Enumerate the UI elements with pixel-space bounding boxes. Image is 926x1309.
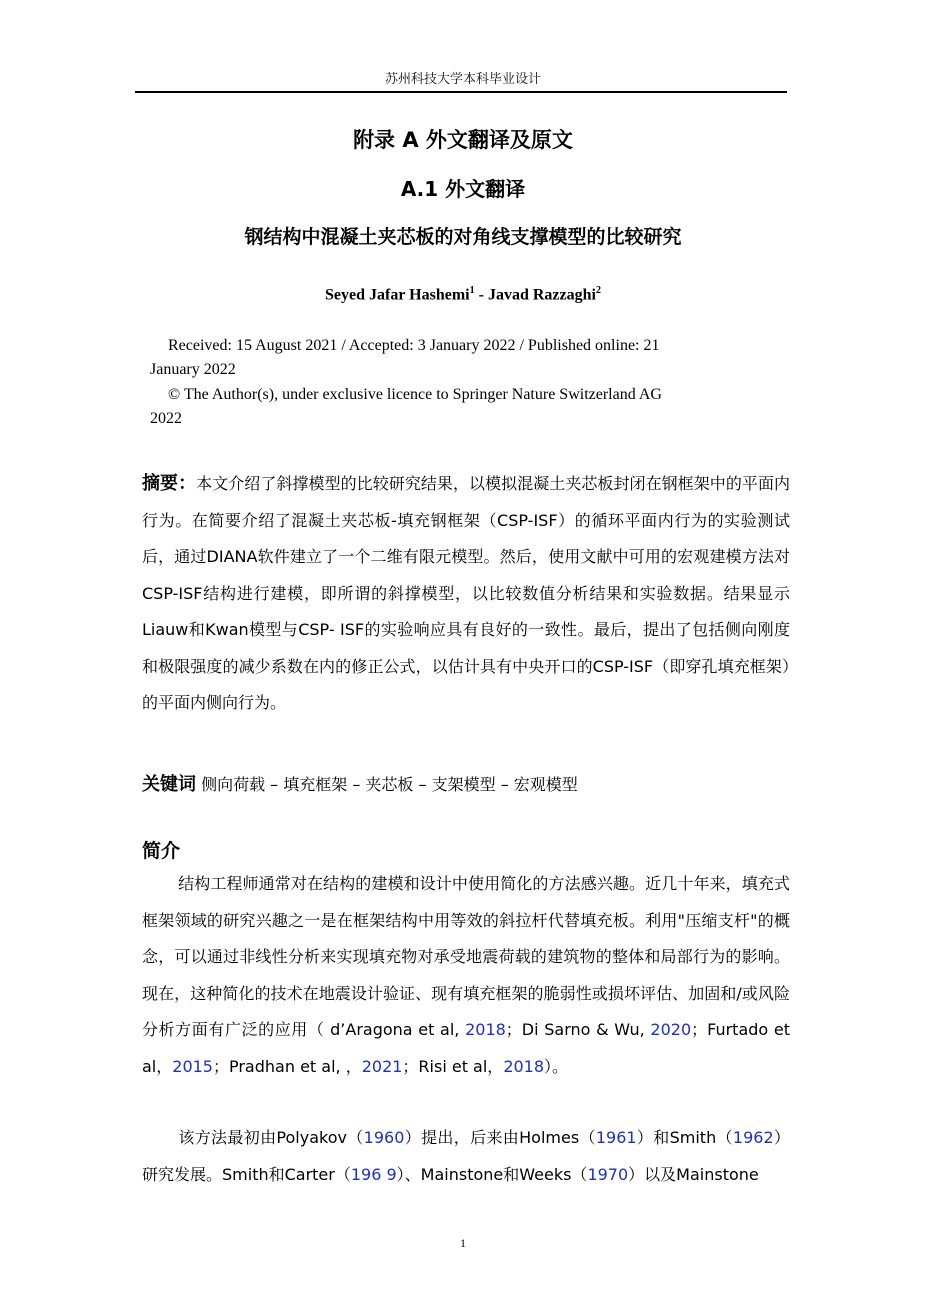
citation-link[interactable]: 1962: [732, 1128, 774, 1147]
intro-paragraph-1: [142, 866, 790, 1085]
citation-link[interactable]: 1970: [587, 1164, 629, 1184]
paragraph-text: ）提出，后来由Holmes（: [404, 1128, 596, 1147]
paragraph-text: ；Di Sarno & Wu,: [505, 1020, 651, 1039]
citation-link[interactable]: 2021: [361, 1056, 403, 1076]
author-separator: -: [474, 286, 488, 304]
author-2: Javad Razzaghi: [487, 286, 596, 304]
copyright-notice: [150, 383, 760, 431]
running-header: 苏州科技大学本科毕业设计: [384, 72, 541, 87]
header-rule: [135, 91, 787, 93]
copyright-line-2: 2022: [150, 410, 182, 427]
paragraph-text: ；Pradhan et al, ，: [212, 1056, 362, 1076]
paragraph-text: ）、Mainstone和Weeks（: [396, 1164, 588, 1184]
paragraph-text: 结构工程师通常对在结构的建模和设计中使用简化的方法感兴趣。近几十年来，填充式框架领域的研究兴趣之一是在框架结构中用等效的斜拉杆代替填充板。利用"压缩支杆"的概念，可以通过非线性分析来实现填充物对承受地震荷载的建筑物的整体和局部行为的影响。现在，这种简化的技术在地震设计验证、现有填充框架的脆弱性或损坏评估、加固和/或风险分析方面有广泛的应用（ d’Aragona et al,: [142, 874, 790, 1039]
page-number: 1: [460, 1236, 466, 1250]
author-1-affiliation: 1: [469, 285, 475, 296]
keywords-label: 关键词: [142, 774, 196, 795]
intro-paragraph-2: [142, 1120, 790, 1193]
paragraph-text: 该方法最初由Polyakov（: [178, 1128, 364, 1147]
citation-link[interactable]: 2015: [172, 1056, 213, 1076]
paper-title: 钢结构中混凝土夹芯板的对角线支撑模型的比较研究: [244, 226, 682, 248]
author-line: [0, 285, 926, 304]
keywords: [142, 770, 790, 796]
paragraph-text: ）和Smith（: [636, 1128, 733, 1147]
received-dates: [150, 334, 760, 382]
citation-link[interactable]: 1961: [595, 1128, 637, 1147]
author-2-affiliation: 2: [595, 285, 601, 296]
citation-link[interactable]: 196 9: [350, 1164, 397, 1184]
appendix-title: 附录 A 外文翻译及原文: [353, 128, 573, 152]
abstract: [142, 466, 790, 722]
received-line-1: Received: 15 August 2021 / Accepted: 3 January 2022 / Published online: 21: [168, 337, 660, 354]
paragraph-text: ）以及Mainstone: [628, 1164, 759, 1184]
received-line-2: January 2022: [150, 361, 236, 378]
citation-link[interactable]: 2018: [465, 1020, 506, 1039]
author-1: Seyed Jafar Hashemi: [325, 286, 470, 304]
citation-link[interactable]: 2018: [503, 1056, 545, 1076]
abstract-label: 摘要：: [142, 473, 197, 494]
paragraph-text: ；Risi et al，: [402, 1056, 504, 1076]
paragraph-text: ）。: [544, 1056, 569, 1076]
section-title: A.1 外文翻译: [400, 177, 526, 201]
intro-heading: 简介: [142, 840, 181, 862]
paragraph-text: ）研究发展。Smith和Carter（: [142, 1128, 790, 1184]
abstract-text: 本文介绍了斜撑模型的比较研究结果，以模拟混凝土夹芯板封闭在钢框架中的平面内行为。在简要介绍了混凝土夹芯板-填充钢框架（CSP-ISF）的循环平面内行为的实验测试后，通过DIANA软件建立了一个二维有限元模型。然后，使用文献中可用的宏观建模方法对CSP-ISF结构进行建模，即所谓的斜撑模型，以比较数值分析结果和实验数据。结果显示Liauw和Kwan模型与CSP- ISF的实验响应具有良好的一致性。最后，提出了包括侧向刚度和极限强度的减少系数在内的修正公式，以估计具有中央开口的CSP-ISF（即穿孔填充框架）的平面内侧向行为。: [142, 474, 790, 712]
paragraph-text: ；Furtado et al，: [142, 1020, 790, 1076]
copyright-line-1: © The Author(s), under exclusive licence to Springer Nature Switzerland AG: [168, 386, 662, 403]
keywords-text: 侧向荷载 – 填充框架 – 夹芯板 – 支架模型 – 宏观模型: [196, 775, 578, 794]
citation-link[interactable]: 2020: [650, 1020, 692, 1039]
citation-link[interactable]: 1960: [363, 1128, 405, 1147]
